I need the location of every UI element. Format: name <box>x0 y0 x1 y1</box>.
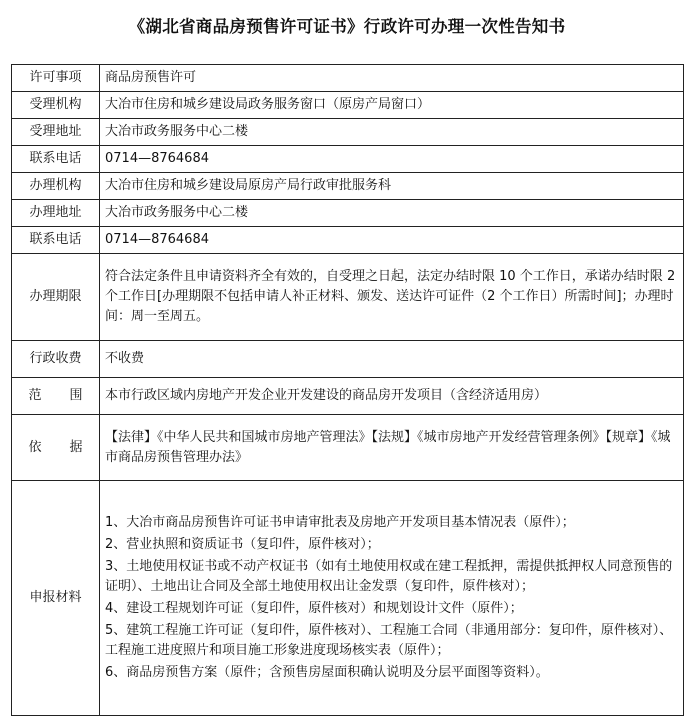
row-label: 办理地址 <box>12 200 100 227</box>
row-label: 联系电话 <box>12 227 100 254</box>
table-row <box>12 200 684 227</box>
row-value: 0714—8764684 <box>100 227 684 254</box>
row-label-scope <box>12 378 100 415</box>
row-value: 大冶市住房和城乡建设局政务服务窗口（原房产局窗口） <box>100 92 684 119</box>
label-char: 范 <box>28 388 42 403</box>
row-label: 办理期限 <box>12 254 100 341</box>
list-item: 4、建设工程规划许可证（复印件，原件核对）和规划设计文件（原件）； <box>105 601 523 616</box>
row-label: 许可事项 <box>12 65 100 92</box>
table-row <box>12 173 684 200</box>
row-value: 0714—8764684 <box>100 146 684 173</box>
table-row <box>12 146 684 173</box>
row-value: 大冶市住房和城乡建设局原房产局行政审批服务科 <box>100 173 684 200</box>
list-item: 2、营业执照和资质证书（复印件，原件核对）； <box>105 537 380 552</box>
table-row <box>12 415 684 481</box>
row-label: 办理机构 <box>12 173 100 200</box>
table-row <box>12 92 684 119</box>
list-item: 3、土地使用权证书或不动产权证书（如有土地使用权或在建工程抵押，需提供抵押权人同意预售的证明）、土地出让合同及全部土地使用权出让金发票（复印件，原件核对）； <box>105 559 673 594</box>
row-value: 【法律】《中华人民共和国城市房地产管理法》【法规】《城市房地产开发经营管理条例》【规章】《城市商品房预售管理办法》 <box>100 415 684 481</box>
list-item: 5、建筑工程施工许可证（复印件，原件核对）、工程施工合同（非通用部分：复印件，原件核对）、工程施工进度照片和项目施工形象进度现场核实表（原件）； <box>105 623 673 658</box>
label-char: 围 <box>69 388 83 403</box>
list-item: 6、商品房预售方案（原件；含预售房屋面积确认说明及分层平面图等资料）。 <box>105 665 549 680</box>
row-value: 不收费 <box>100 341 684 378</box>
row-value: 商品房预售许可 <box>100 65 684 92</box>
row-label: 申报材料 <box>12 481 100 716</box>
row-value: 本市行政区域内房地产开发企业开发建设的商品房开发项目（含经济适用房） <box>100 378 684 415</box>
table-row <box>12 341 684 378</box>
table-row <box>12 254 684 341</box>
table-row <box>12 378 684 415</box>
label-char: 据 <box>69 439 83 455</box>
table-row <box>12 481 684 716</box>
label-char: 依 <box>28 439 42 455</box>
row-value: 符合法定条件且申请资料齐全有效的，自受理之日起，法定办结时限 10 个工作日，承诺办结时限 2 个工作日[办理期限不包括申请人补正材料、颁发、送达许可证件（2 个工作日）所需时间]；办理时间：周一至周五。 <box>100 254 684 341</box>
notice-table <box>11 64 684 716</box>
row-label-basis <box>12 415 100 481</box>
document-title: 《湖北省商品房预售许可证书》行政许可办理一次性告知书 <box>128 17 566 36</box>
materials-list <box>100 481 684 716</box>
list-item: 1、大冶市商品房预售许可证书申请审批表及房地产开发项目基本情况表（原件）； <box>105 515 575 530</box>
table-row <box>12 65 684 92</box>
row-label: 受理机构 <box>12 92 100 119</box>
row-label: 行政收费 <box>12 341 100 378</box>
row-label: 联系电话 <box>12 146 100 173</box>
table-row <box>12 119 684 146</box>
row-label: 受理地址 <box>12 119 100 146</box>
row-value: 大冶市政务服务中心二楼 <box>100 119 684 146</box>
row-value: 大冶市政务服务中心二楼 <box>100 200 684 227</box>
table-row <box>12 227 684 254</box>
